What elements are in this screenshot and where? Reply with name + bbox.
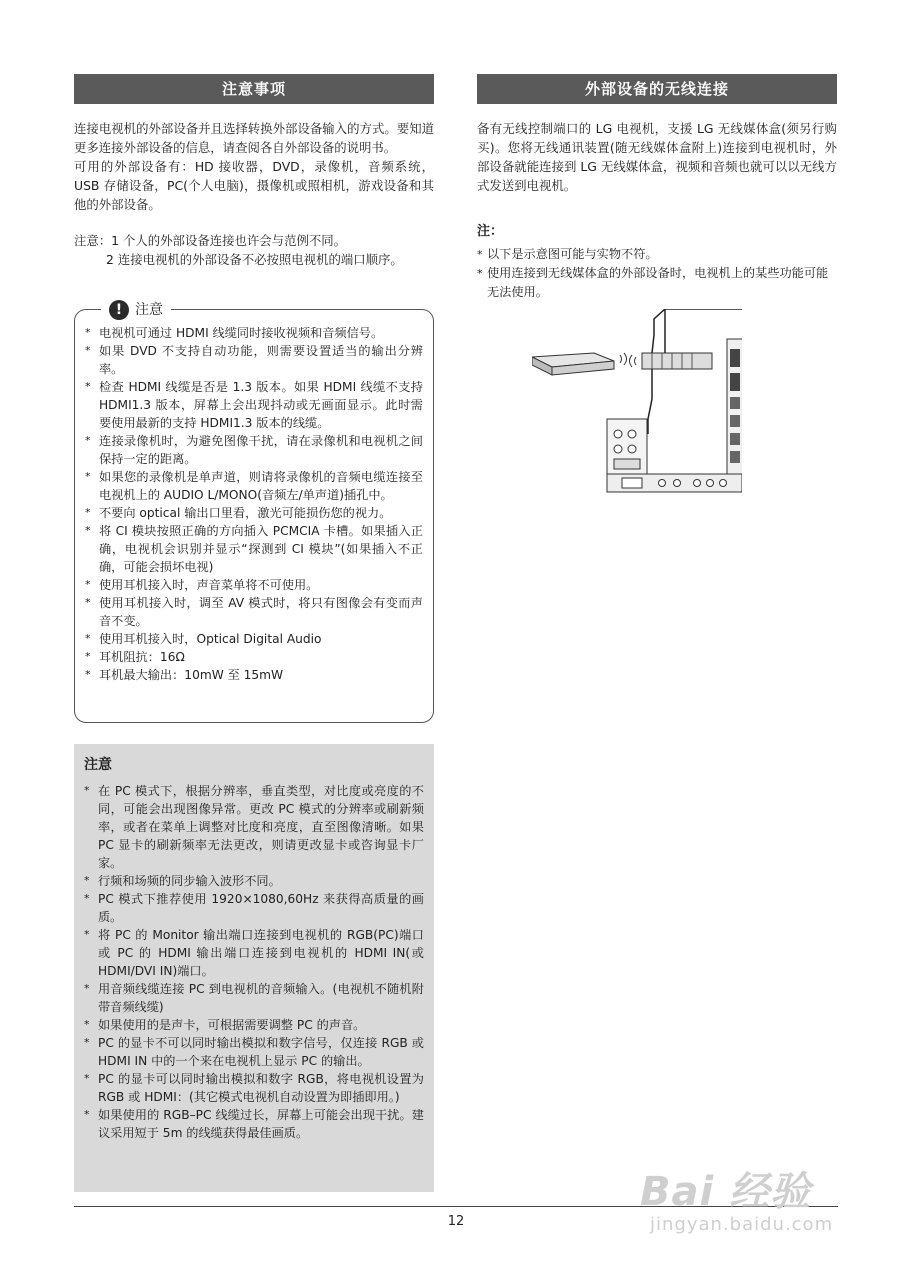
pc-notes-box [74,744,434,1192]
caution-item: * 耳机最大输出：10mW 至 15mW [85,666,423,684]
pc-note-item: * 在 PC 模式下，根据分辨率，垂直类型，对比度或亮度的不同，可能会出现图像异常。更改 PC 模式的分辨率或刷新频率，或者在菜单上调整对比度和亮度，直至图像清晰。如果 PC 显卡的刷新频率无法更改，则请更改显卡或咨询显卡厂家。 [84,782,424,872]
section-header-wireless: 外部设备的无线连接 [477,74,837,104]
wireless-note-title: 注： [477,224,504,239]
page-number: 12 [447,1214,465,1229]
caution-item: * 电视机可通过 HDMI 线缆同时接收视频和音频信号。 [85,324,423,342]
wireless-note-item: * 使用连接到无线媒体盒的外部设备时，电视机上的某些功能可能无法使用。 [477,264,837,302]
wireless-dongle-illustration [642,353,712,369]
caution-list [85,324,423,684]
caution-item: * 如果您的录像机是单声道，则请将录像机的音频电缆连接至电视机上的 AUDIO L/MONO(音频左/单声道)插孔中。 [85,468,423,504]
caution-item: * 使用耳机接入时，声音菜单将不可使用。 [85,576,423,594]
pc-note-item: * PC 的显卡不可以同时输出模拟和数字信号，仅连接 RGB 或 HDMI IN 中的一个来在电视机上显示 PC 的输出。 [84,1034,424,1070]
pc-note-item: * 将 PC 的 Monitor 输出端口连接到电视机的 RGB(PC)端口或 PC 的 HDMI 输出端口连接到电视机的 HDMI IN(或 HDMI/DVI IN)端口。 [84,926,424,980]
pc-note-item: * 如果使用的 RGB–PC 线缆过长，屏幕上可能会出现干扰。建议采用短于 5m 的线缆获得最佳画质。 [84,1106,424,1142]
caution-item: * 连接录像机时，为避免图像干扰，请在录像机和电视机之间保持一定的距离。 [85,432,423,468]
caution-title [101,299,171,321]
wireless-media-box-illustration [532,353,614,375]
caution-item: * 耳机阻抗：16Ω [85,648,423,666]
section-header-precautions: 注意事项 [74,74,434,104]
caution-title-label: 注意 [135,302,163,318]
note-line-1: 注意：1 个人的外部设备连接也许会与范例不同。 [74,233,347,248]
caution-item: * 不要向 optical 输出口里看，激光可能损伤您的视力。 [85,504,423,522]
watermark-url: jingyan.baidu.com [650,1214,834,1235]
note-line-2: 2 连接电视机的外部设备不必按照电视机的端口顺序。 [106,252,403,267]
tv-side-panel-illustration [727,339,742,474]
caution-box [74,302,434,723]
pc-notes-list [84,782,424,1142]
watermark-brand: Bai 经验 [640,1169,812,1215]
caution-item: * 如果 DVD 不支持自动功能，则需要设置适当的输出分辨率。 [85,342,423,378]
baidu-watermark [640,1150,860,1250]
caution-item: * 检查 HDMI 线缆是否是 1.3 版本。如果 HDMI 线缆不支持 HDMI1.3 版本，屏幕上会出现抖动或无画面显示。此时需要使用最新的支持 HDMI1.3 版本的线缆。 [85,378,423,432]
wireless-note-list [477,245,837,302]
pc-notes-title: 注意 [84,757,112,773]
pc-note-item: * 用音频线缆连接 PC 到电视机的音频输入。(电视机不随机附带音频线缆) [84,980,424,1016]
intro-paragraph-1: 连接电视机的外部设备并且选择转换外部设备输入的方式。要知道更多连接外部设备的信息，请查阅各自外部设备的说明书。 [74,121,434,155]
caution-item: * 使用耳机接入时，调至 AV 模式时，将只有图像会有变而声音不变。 [85,594,423,630]
wireless-note-item: * 以下是示意图可能与实物不符。 [477,245,837,264]
intro-paragraph-2: 可用的外部设备有：HD 接收器，DVD，录像机，音频系统，USB 存储设备，PC(个人电脑)，摄像机或照相机，游戏设备和其他的外部设备。 [74,159,434,212]
right-column [477,74,837,302]
wireless-connection-diagram [532,309,742,494]
note-block [74,231,434,269]
wireless-signal-icon [620,353,636,367]
pc-note-item: * 行频和场频的同步输入波形不同。 [84,872,424,890]
pc-note-item: * PC 的显卡可以同时输出模拟和数字 RGB，将电视机设置为 RGB 或 HDMI：(其它模式电视机自动设置为即插即用。) [84,1070,424,1106]
wireless-intro: 备有无线控制端口的 LG 电视机，支援 LG 无线媒体盒(须另行购买)。您将无线通讯装置(随无线媒体盒附上)连接到电视机时，外部设备就能连接到 LG 无线媒体盒，视频和音频也就可以以无线方式发送到电视机。 [477,121,837,193]
warning-icon: ! [109,300,129,320]
caution-item: * 使用耳机接入时，Optical Digital Audio [85,630,423,648]
caution-item: * 将 CI 模块按照正确的方向插入 PCMCIA 卡槽。如果插入正确，电视机会识别并显示“探测到 CI 模块”(如果插入不正确，可能会损坏电视) [85,522,423,576]
left-column [74,74,434,1140]
tv-back-panel-illustration [607,419,742,492]
pc-note-item: * PC 模式下推荐使用 1920×1080,60Hz 来获得高质量的画质。 [84,890,424,926]
pc-note-item: * 如果使用的是声卡，可根据需要调整 PC 的声音。 [84,1016,424,1034]
